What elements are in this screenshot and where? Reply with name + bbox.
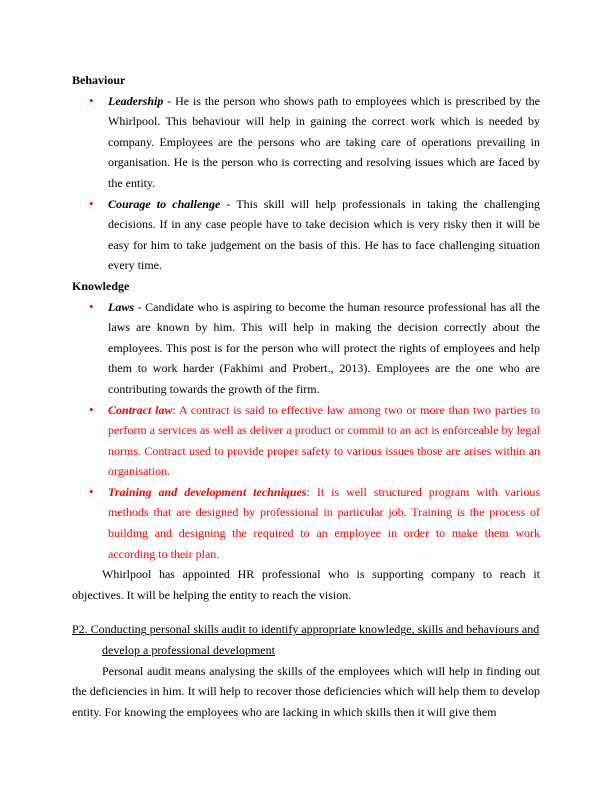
list-item-contract-law: [72, 400, 540, 482]
section-p2-heading-line2: develop a professional development: [102, 643, 275, 658]
term-courage: Courage to challenge: [108, 196, 221, 211]
section-p2-heading-line1: P2. Conducting personal skills audit to identify appropriate knowledge, skills and behaviours and: [72, 622, 540, 637]
list-item-courage: [72, 194, 540, 276]
desc-laws: - Candidate who is aspiring to become the human resource professional has all the laws are known by him. This will help in making the decision correctly about the employees. This post is for the person who will protect the rights of employees and help them to work harder (Fakhimi and Probert., 2013). Employees are the one who are contributing towards the growth of the firm.: [108, 299, 540, 396]
term-leadership: Leadership: [108, 93, 164, 108]
bullet-icon: •: [89, 92, 94, 108]
desc-contract-law: : A contract is said to effective law among two or more than two parties to perform a services as well as deliver a product or commit to an act is enforceable by legal norms. Contract used to provide proper safety to various issues those are arises within an organisation.: [108, 402, 540, 479]
behaviour-heading: Behaviour: [72, 73, 126, 87]
behaviour-list: [72, 91, 540, 276]
bullet-icon: •: [89, 195, 94, 211]
list-item-laws: [72, 297, 540, 400]
bullet-icon: •: [89, 401, 94, 417]
desc-training: : It is well structured program with various methods that are designed by professional in particular job. Training is the process of building and designing the required to an employee in order to make them work according to their plan.: [108, 484, 541, 561]
desc-courage: - This skill will help professionals in taking the challenging decisions. If in any case people have to take decision which is very risky then it will be easy for him to take judgement on the basis of this. He has to face challenging situation every time.: [108, 196, 540, 273]
term-training: Training and development techniques: [108, 484, 307, 499]
section-p2-paragraph: Personal audit means analysing the skills of the employees which will help in finding out the deficiencies in him. It will help to recover those deficiencies which will help them to develop entity. For knowing the employees who are lacking in which skills then it will give them: [72, 663, 540, 719]
term-contract-law: Contract law: [108, 402, 173, 417]
spacer: [72, 605, 540, 619]
document-page: [72, 70, 540, 722]
term-laws: Laws: [108, 299, 135, 314]
knowledge-heading: Knowledge: [72, 278, 130, 293]
desc-leadership: - He is the person who shows path to employees which is prescribed by the Whirlpool. This behaviour will help in gaining the correct work which is needed by company. Employees are the persons who are taking care of operations prevailing in organisation. He is the person who is correcting and resolving issues which are faced by the entity.: [108, 93, 540, 190]
list-item-leadership: [72, 91, 540, 194]
bullet-icon: •: [89, 298, 94, 314]
bullet-icon: •: [89, 483, 94, 499]
closing-paragraph: Whirlpool has appointed HR professional who is supporting company to reach it objectives. It will be helping the entity to reach the vision.: [72, 567, 540, 602]
knowledge-list: [72, 297, 540, 565]
section-p2-heading: [72, 619, 540, 660]
list-item-training: [72, 482, 540, 564]
